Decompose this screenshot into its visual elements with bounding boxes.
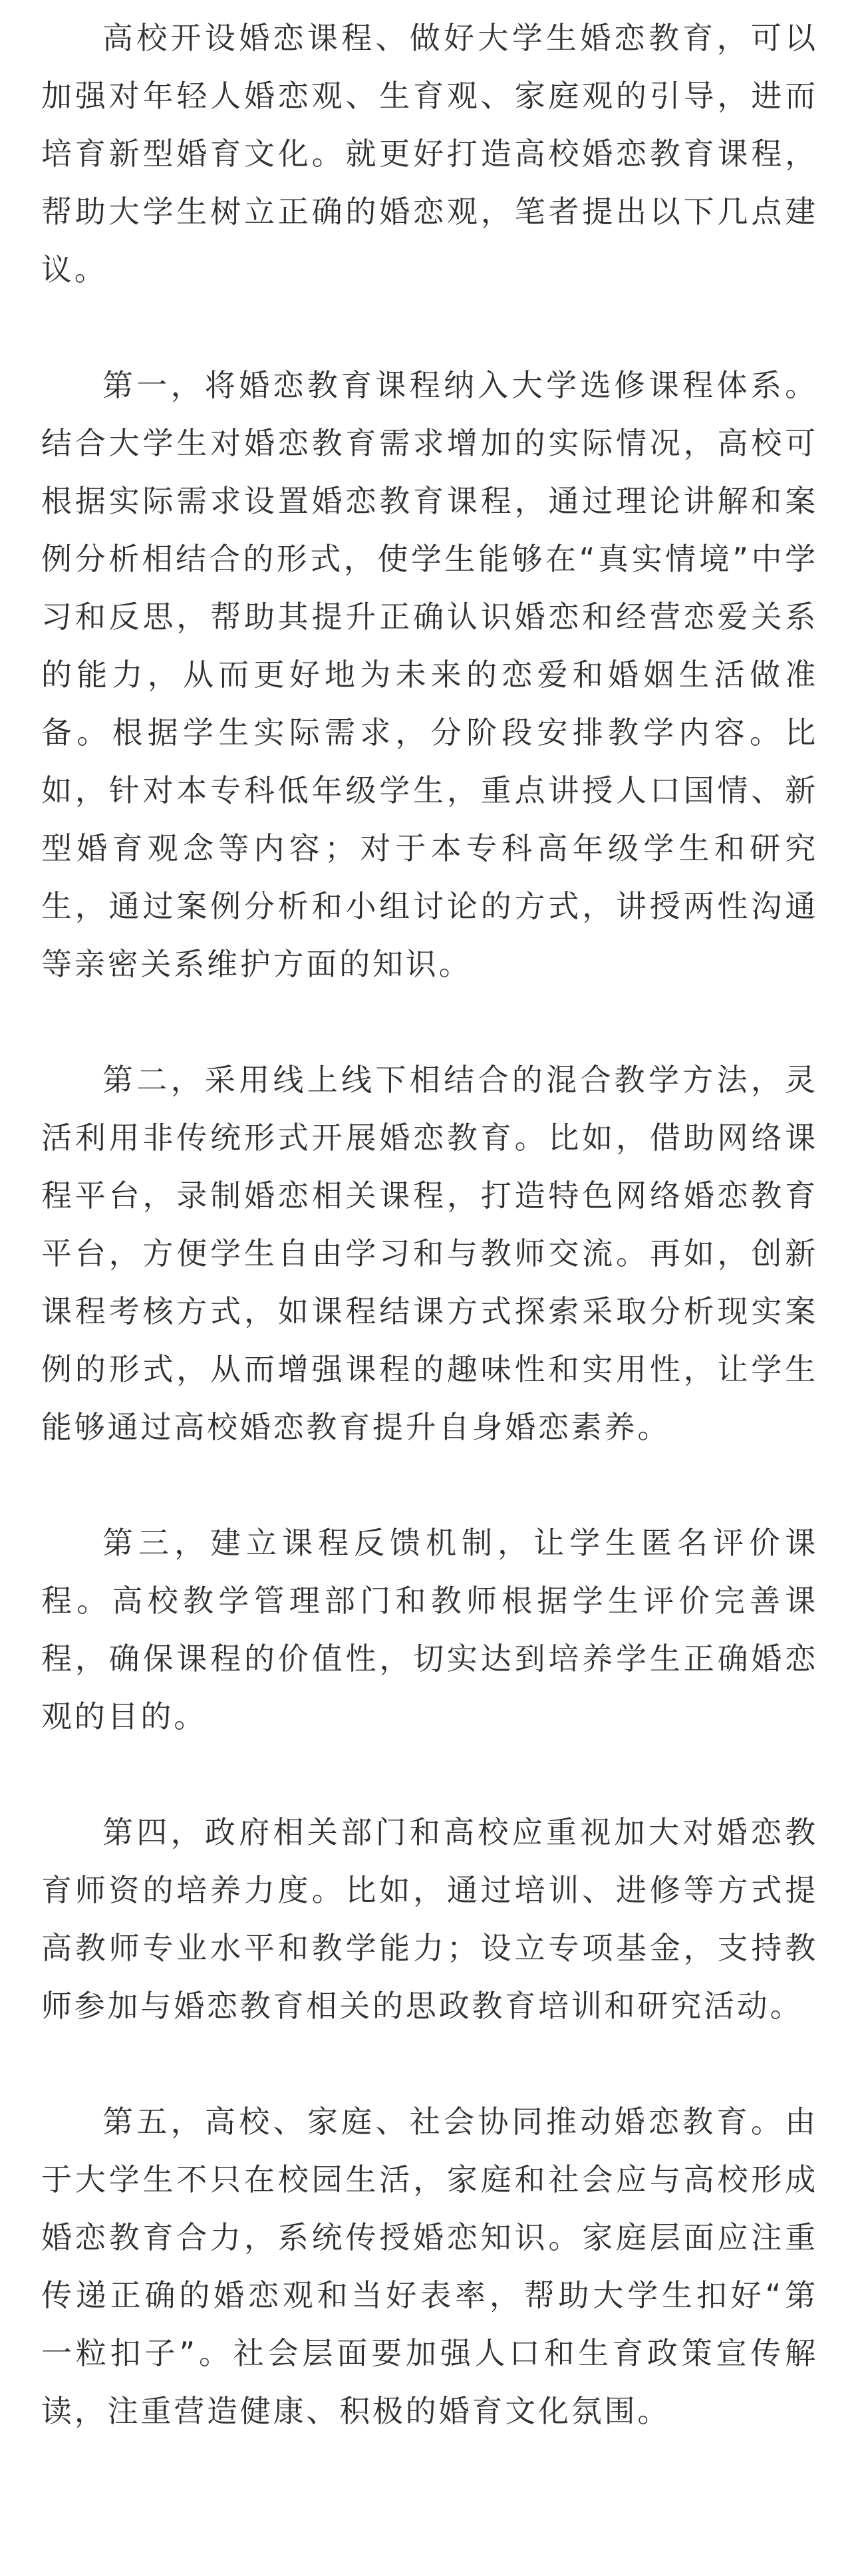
paragraph-first-suggestion: 第一，将婚恋教育课程纳入大学选修课程体系。结合大学生对婚恋教育需求增加的实际情况，高校可根据实际需求设置婚恋教育课程，通过理论讲解和案例分析相结合的形式，使学生能够在“真实情境”中学习和反思，帮助其提升正确认识婚恋和经营恋爱关系的能力，从而更好地为未来的恋爱和婚姻生活做准备。根据学生实际需求，分阶段安排教学内容。比如，针对本专科低年级学生，重点讲授人口国情、新型婚育观念等内容；对于本专科高年级学生和研究生，通过案例分析和小组讨论的方式，讲授两性沟通等亲密关系维护方面的知识。	[41, 367, 818, 982]
paragraph-intro: 高校开设婚恋课程、做好大学生婚恋教育，可以加强对年轻人婚恋观、生育观、家庭观的引导，进而培育新型婚育文化。就更好打造高校婚恋教育课程，帮助大学生树立正确的婚恋观，笔者提出以下几点建议。	[41, 20, 818, 287]
paragraph-third-suggestion: 第三，建立课程反馈机制，让学生匿名评价课程。高校教学管理部门和教师根据学生评价完善课程，确保课程的价值性，切实达到培养学生正确婚恋观的目的。	[41, 1525, 818, 1734]
paragraph-fifth-suggestion: 第五，高校、家庭、社会协同推动婚恋教育。由于大学生不只在校园生活，家庭和社会应与高校形成婚恋教育合力，系统传授婚恋知识。家庭层面应注重传递正确的婚恋观和当好表率，帮助大学生扣好“第一粒扣子”。社会层面要加强人口和生育政策宣传解读，注重营造健康、积极的婚育文化氛围。	[41, 2104, 818, 2429]
paragraph-fourth-suggestion: 第四，政府相关部门和高校应重视加大对婚恋教育师资的培养力度。比如，通过培训、进修等方式提高教师专业水平和教学能力；设立专项基金，支持教师参加与婚恋教育相关的思政教育培训和研究活动。	[41, 1814, 818, 2024]
paragraph-second-suggestion: 第二，采用线上线下相结合的混合教学方法，灵活利用非传统形式开展婚恋教育。比如，借助网络课程平台，录制婚恋相关课程，打造特色网络婚恋教育平台，方便学生自由学习和与教师交流。再如，创新课程考核方式，如课程结课方式探索采取分析现实案例的形式，从而增强课程的趣味性和实用性，让学生能够通过高校婚恋教育提升自身婚恋素养。	[41, 1062, 818, 1445]
article-body	[41, 9, 818, 2440]
